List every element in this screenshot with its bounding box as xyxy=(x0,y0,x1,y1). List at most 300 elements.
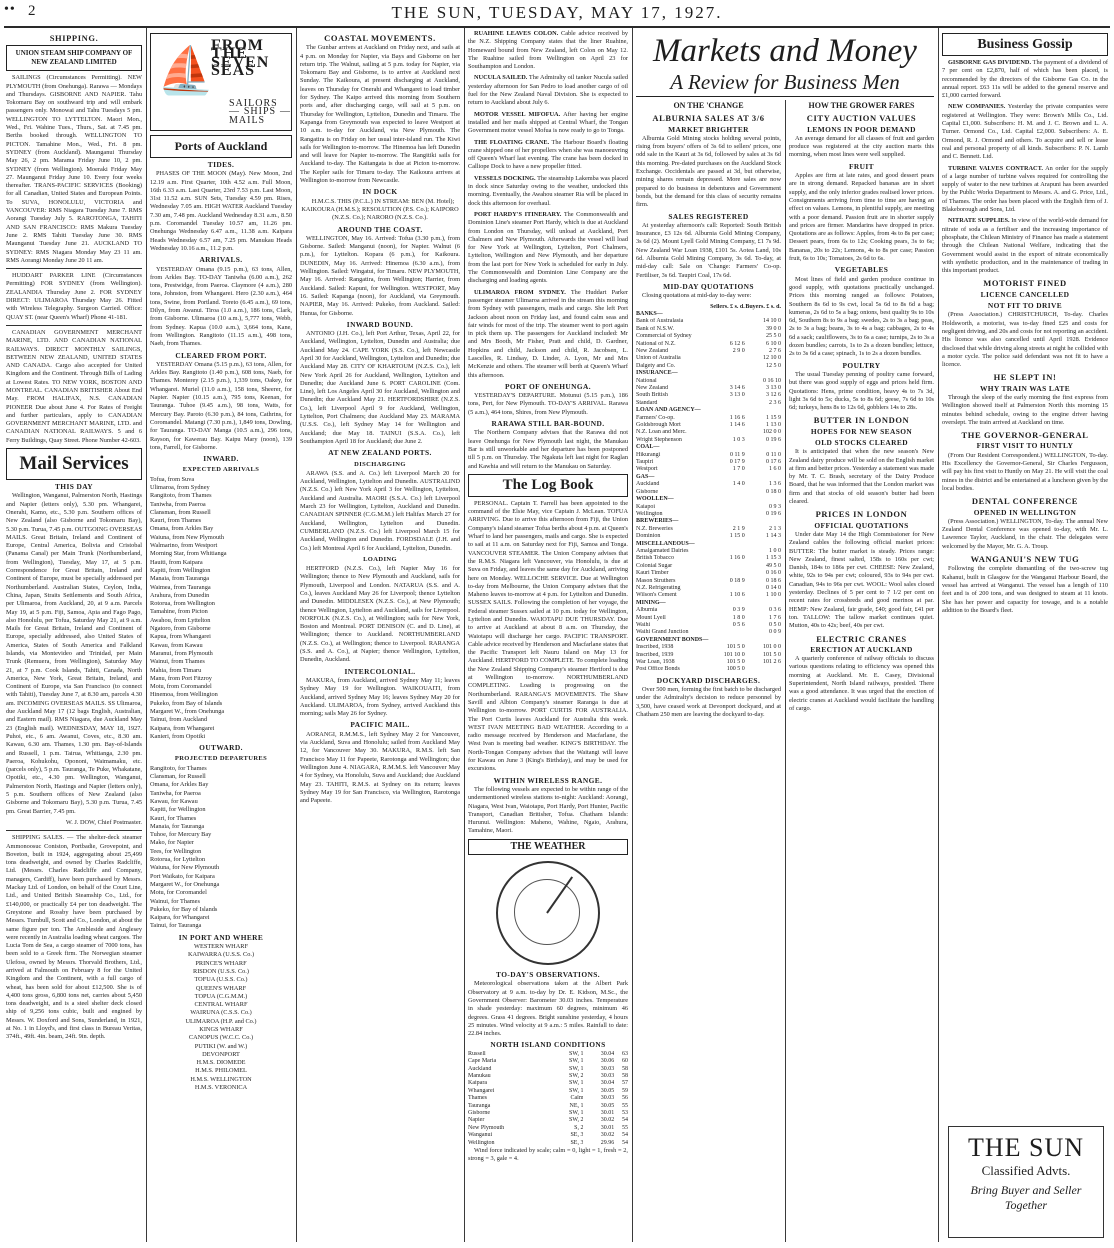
table-cell xyxy=(710,518,745,525)
table-cell xyxy=(710,444,745,451)
list-item: Omana, for Arkles Bay xyxy=(150,781,209,789)
table-cell: 1 10 6 xyxy=(729,592,745,599)
ulimaroa-heading: ULIMAROA FROM SYDNEY. xyxy=(474,288,566,296)
table-cell: Bank of N.S.W. xyxy=(636,325,674,332)
table-row xyxy=(636,341,781,348)
table-cell: SW, 1 xyxy=(569,1065,584,1072)
ruahine-body: Cable advice received by the N.Z. Shipping Company states that the liner Ruahine, Homeward bound from New Zealand, left Colon on May 12. The Ruahine sailed from Wellington on April 23 for Southampton and London. xyxy=(468,30,628,71)
list-item: Kapiti, from Wellington xyxy=(150,566,211,574)
list-item: WESTERN WHARF xyxy=(194,943,248,951)
table-row xyxy=(636,348,781,355)
table-row xyxy=(636,592,781,599)
table-cell xyxy=(745,407,781,414)
column-rule xyxy=(785,100,786,1242)
table-cell: 0 11 9 xyxy=(729,451,745,458)
table-cell: 30.02 xyxy=(600,1132,615,1139)
table-cell: National of N.Z. xyxy=(636,340,676,347)
rarawa-body: The Northern Company advises that the Rarawa did not leave Onehunga for New Plymouth last night, the Manukau Bar is still unworkable and her departure has been postponed till 5 p.m. on Thursday. The Ngakuta left last night for Raglan and Kawhia and will return to the Manukau on Saturday. xyxy=(468,429,628,470)
inward-bound-heading: INWARD BOUND. xyxy=(346,319,414,329)
table-cell: SW, 1 xyxy=(569,1058,584,1065)
list-item: Kapiti, for Wellington xyxy=(150,806,206,814)
table-cell: British Tobacco xyxy=(636,555,674,562)
markets-title: Markets and Money xyxy=(653,33,917,69)
alburnia-heading: ALBURNIA SALES AT 3/6 xyxy=(652,113,765,124)
masthead xyxy=(0,0,1114,26)
table-cell: 1 8 0 xyxy=(732,614,745,621)
table-header: Buyers. £ s. d. xyxy=(745,303,781,310)
table-cell xyxy=(710,311,745,318)
table-row xyxy=(468,1051,628,1058)
pacific-mail-body: AORANGI, R.M.M.S., left Sydney May 2 for Vancouver, via Auckland, Suva and Honolulu; sailed from Auckland May 12, for Vancouver May 30. MAKURA, R.M.S. left San Francisco May 11 for Papeete, Rarotonga and Wellington; due Wellington June 4. NIAGARA, R.M.M.S. left Vancouver May 4 for Sydney, via Honolulu, Suva and Auckland; due Auckland May 23. TAHITI, R.M.S. at Sydney on its return; leaves Sydney May 19 for San Francisco, via Wellington, Rarotonga and Papeete. xyxy=(300,730,460,805)
table-cell: N.Z. Loan and Merc. xyxy=(636,429,687,436)
table-cell: 30.05 xyxy=(600,1087,615,1094)
list-item: Kawau, from Kawau xyxy=(150,641,203,649)
postmaster-signature: W. J. DOW, Chief Postmaster. xyxy=(65,818,142,826)
sales-heading: SALES REGISTERED xyxy=(668,211,749,221)
butter-heading: BUTTER IN LONDON xyxy=(813,415,910,426)
quotations-table xyxy=(636,304,781,674)
london-prices-subheading: OFFICIAL QUOTATIONS xyxy=(814,520,909,530)
poultry-body: The usual Tuesday penning of poultry came forward, but there was good supply of eggs and prices held firm. Quotations: Hens, prime condition, heavy 4s to 7s 3d, light 3s 6d to 5s; ducks, 5s to 8s 6d; geese, 7s 6d to 10s 6d; turkeys, hens 8s to 12s 6d, gobblers 14s to 28s. xyxy=(789,370,934,412)
table-cell xyxy=(745,474,781,481)
table-cell: New Zealand xyxy=(636,347,669,354)
table-cell: 0 19 6 xyxy=(766,510,781,517)
table-cell: 30.04 xyxy=(600,1050,615,1057)
list-item: Motu, for Coromandel xyxy=(150,889,207,897)
projected-departures-list xyxy=(150,765,292,931)
list-item: Mahia, from Timaru xyxy=(150,666,202,674)
auction-heading: CITY AUCTION VALUES xyxy=(806,113,917,124)
table-row xyxy=(636,526,781,533)
table-cell xyxy=(745,600,781,607)
table-row xyxy=(636,652,781,659)
mofua-heading: MOTOR VESSEL MIFOFUA. xyxy=(474,110,561,118)
table-cell xyxy=(745,444,781,451)
table-cell: 55 xyxy=(622,1102,628,1109)
table-cell: 2 3 6 xyxy=(769,399,781,406)
table-cell: 1 6 0 xyxy=(769,466,781,473)
table-row xyxy=(468,1073,628,1080)
onehunga-heading: PORT OF ONEHUNGA. xyxy=(505,381,591,391)
table-cell: 0 3 9 xyxy=(732,607,745,614)
cranes-body: A quarterly conference of railway officials to discuss various questions relating to efficiency was opened this morning at Auckland. Mr. E. Casey, Divisional Superintendent, North Island railways, presided. There was a good attendance. It was urged that the erection of electric cranes at Auckland would facilitate the handling of cargo. xyxy=(789,655,934,712)
alburnia-body: Alburnia Gold Mining stocks holding several points, rising from buyers' offers of 3s 6d to sellers' prices, one odd sale in the Kauri at 3s 6d, followed by sales at 3s 6d this morning. Pre-dated purchases on the Auckland Stock Exchange. Occidentals are passed at 3d, but otherwise, mining shares remain depressed. More sales are now prepared to do business in debentures and Government bonds, but the demand for this class of security remains firm. xyxy=(636,134,781,209)
motorist-body: (Press Association.) CHRISTCHURCH, To-day. Charles Holdsworth, a motorist, was to-day fined £25 and costs for negligent driving, and 20s and costs for not reporting an accident. His licence was also cancelled until April 1928. Evidence disclosed that while driving along streets at night he collided with a motor cycle. The police said defendant was not fit to have a licence. xyxy=(942,311,1108,369)
wireless-body: The following vessels are expected to be within range of the undermentioned wireless stations to-night: Auckland: Aorangi, Niagara, West Ivan, Waiotapu, Port Hardy, Port Hunter, Pacific Transport, Canadian Britisher, Tofua. Chatham Islands: Hurunui. Wellington: Maheno, Wahine, Ngaio, Arahura, Tamahine, Maori. xyxy=(468,785,628,835)
table-cell: GAS— xyxy=(636,473,655,480)
table-cell: 2 1 3 xyxy=(769,525,781,532)
north-island-note: Wind force indicated by scale; calm = 0, light = 1, fresh = 2, strong = 3, gale = 4. xyxy=(468,1146,628,1163)
table-cell xyxy=(745,311,781,318)
table-cell: 55 xyxy=(622,1124,628,1131)
table-cell: 1 13 0 xyxy=(766,422,781,429)
table-row xyxy=(468,1132,628,1139)
list-item: Tuhoe, for Mercury Bay xyxy=(150,831,212,839)
table-row xyxy=(636,555,781,562)
sun-ad-title: THE SUN xyxy=(967,1133,1085,1162)
mail-services-heading: Mail Services xyxy=(6,448,142,480)
table-row xyxy=(636,659,781,666)
table-header xyxy=(636,304,710,311)
fruit-body: Apples are firm at late rates, and good dessert pears are in strong demand. Repacked bananas are in short supply, and the only inferior grades realised lower prices. Consignments arriving from time to time are having an effect on values. Lemons, in plentiful supply, are meeting with a poor demand. Passion fruit are in shorter supply and prices are firmer. Mandarins have dropped in price. Quotations are as follows: Apples, from 4s to 8s per case; Dessert pears, from 6s to 12s; Cooking pears, 3s to 6s; Bananas, 20s to 22s; Lemons, 4s to 8s per case; Passion fruit, 6s to 10s; Tomatoes, 2s 6d to 6s. xyxy=(789,172,934,263)
table-cell: GOVERNMENT BONDS— xyxy=(636,636,709,643)
table-cell: 30.01 xyxy=(600,1109,615,1116)
onehunga-body: YESTERDAY'S DEPARTURE. Motunui (5.15 p.m.), 186 tons, Pert, for New Plymouth. TO-DAY'S ARRIVAL. Rarawa (5 a.m.), 464 tons, Shires, from New Plymouth. xyxy=(468,392,628,416)
table-cell: BREWERIES— xyxy=(636,518,679,525)
table-cell: 12 10 0 xyxy=(763,355,781,362)
nitrate-heading: NITRATE SUPPLIES. xyxy=(948,217,1010,225)
table-row xyxy=(636,489,781,496)
table-row xyxy=(636,466,781,473)
table-cell: 0 18 6 xyxy=(766,577,781,584)
shipping-heading: SHIPPING. xyxy=(49,33,99,43)
table-cell: Russell xyxy=(468,1050,486,1057)
table-cell xyxy=(710,370,745,377)
table-row xyxy=(636,318,781,325)
table-cell: Dominion xyxy=(636,533,661,540)
table-cell xyxy=(710,489,745,496)
list-item: Pukeko, from Bay of Islands xyxy=(150,699,223,707)
column-rule xyxy=(632,28,633,1242)
ulimaroa-body: The Huddart Parker passenger steamer Ulimaroa arrived in the stream this morning from Sydney with passengers, mails and cargo. She left Port Jackson about noon on Friday last, and found calm seas and fair winds for most of the trip. The steamer went to port again in pick them up. The passengers for Auckland included: Mr and Mrs Booth, Mr Fisher, Pratt and child, D. Gardner, Hopkins and child, Jackson and child, R. Jacobsen, L. Lascelles, R. Lindsay, D. Linder, A. Lyon, Mr and Mrs McKenzie and others. The steamer will berth at Queen's Wharf this afternoon. xyxy=(468,288,628,379)
table-cell xyxy=(710,496,745,503)
table-row xyxy=(468,1058,628,1065)
table-cell: 1 10 0 xyxy=(766,592,781,599)
list-item: Kapua, from Whangarei xyxy=(150,633,211,641)
list-item: Kauri, from Thames xyxy=(150,517,202,525)
expected-arrivals-list xyxy=(150,476,292,742)
growers-heading: HOW THE GROWER FARES xyxy=(808,102,915,110)
table-cell: National xyxy=(636,377,657,384)
list-item: Kauri, for Thames xyxy=(150,814,197,822)
table-cell: S, 2 xyxy=(574,1124,584,1131)
wanganui-body: Following the complete dismantling of the two-screw tug Kahanui, built in Glasgow for the Wanganui Harbour Board, the vessel has arrived at Wanganui. The vessel has a length of 110 feet and is of 200 tons, and was designed to steam at 11 knots. She has her power and capacity for towage, and is a notable addition to the Board's fleet. xyxy=(942,565,1108,614)
inward-heading: INWARD. xyxy=(203,454,239,464)
table-cell: Kauri Timber xyxy=(636,570,669,577)
turbine-valves-body: An order for the supply of a large number of turbine valves required for controlling the supply of water to the new turbines at Arapuni has been awarded by the Public Works Department to Messrs. A. and G. Price, Ltd., of Thames. The order has been placed with the English firm of J. Blakeborough and Sons, Ltd. xyxy=(942,164,1108,214)
table-cell: SW, 1 xyxy=(569,1087,584,1094)
auction-body: An average demand for all classes of fruit and garden produce was registered at the city auction marts this morning, when most lines were well supplied. xyxy=(789,134,934,159)
table-cell: 54 xyxy=(622,1117,628,1124)
table-cell: SW, 2 xyxy=(569,1117,584,1124)
seven-seas-subtitle: SAILORS — SHIPS — MAILS xyxy=(229,98,291,126)
table-cell xyxy=(745,541,781,548)
table-cell: Gisborne xyxy=(636,488,658,495)
expected-arrivals-heading: EXPECTED ARRIVALS xyxy=(182,466,260,474)
table-cell: Cape Maria xyxy=(468,1058,497,1065)
table-cell: 0 0 9 xyxy=(769,629,781,636)
table-cell: Auckland xyxy=(636,481,660,488)
table-row xyxy=(636,563,781,570)
table-cell: 3 13 0 xyxy=(729,392,745,399)
table-cell: 29.96 xyxy=(600,1139,615,1146)
table-cell: 0 3 6 xyxy=(769,607,781,614)
list-item: Tainui, for Tauranga xyxy=(150,922,202,930)
table-row xyxy=(636,326,781,333)
list-item: Tainui, from Auckland xyxy=(150,716,208,724)
butter-subheading-2: OLD STOCKS CLEARED xyxy=(815,437,908,447)
table-row xyxy=(636,385,781,392)
table-cell xyxy=(710,637,745,644)
table-cell: 59 xyxy=(622,1087,628,1094)
table-cell: 101 5 0 xyxy=(726,644,745,651)
table-cell: Standard xyxy=(636,399,658,406)
dental-body: (Press Association.) WELLINGTON, To-day. The annual New Zealand Dental Conference was opened to-day, with Mr. L. Lawrence Taylor, Auckland, in the chair. The delegates were welcomed by the Mayor, Mr. G. A. Troup. xyxy=(942,517,1108,550)
outward-heading: OUTWARD. xyxy=(199,743,243,753)
list-item: Manu, from Port Fitzroy xyxy=(150,674,212,682)
table-cell: South British xyxy=(636,392,668,399)
table-cell: War Loan, 1938 xyxy=(636,659,675,666)
table-cell: 0 16 10 xyxy=(763,377,781,384)
table-cell: Tauranga xyxy=(468,1102,491,1109)
masthead-dots: •• xyxy=(4,2,16,17)
inward-bound-body: ANTONIO (J.H. Co.), left Port Arthur, Texas, April 22, for Auckland, Wellington, Lyttelton, Dunedin and Australia; due Auckland May 24. CAPE YORK (S.S. Co.), left Newcastle April 30 for Auckland, Wellington, Lyttelton and Dunedin; due Auckland May 28. CITY OF KHARTOUM (N.Z.S. Co.), left New York April 26 for Auckland, Wellington, Lyttelton and Dunedin; due Auckland June 6. PORT CAROLINE (Com. Line), left Los Angeles April 30 for Auckland, Wellington and Dunedin; due Auckland May 21. HERTFORDSHIRE (N.Z.S. Co.), left Liverpool April 9 for Auckland, Wellington, Lyttelton, Port Chalmers; due Auckland May 23. MARAMA (U.S.S. Co.), left Sydney May 14 for Wellington and Auckland; due May 18. TAINUI (S.S.A. Co.), left Southampton April 18 for Auckland; due June 2. xyxy=(300,330,460,445)
table-cell: Alburnia xyxy=(636,607,658,614)
butter-body: It is anticipated that when the new season's New Zealand dairy produce will be sold on the English market at firm and better prices. Yesterday a statement was made by Mr. T. C. Brash, secretary of the Dairy Produce Board, that he was informed that the London market was firm and that stocks of old season's butter had been cleared. xyxy=(789,448,934,506)
slept-subheading: WHY TRAIN WAS LATE xyxy=(979,383,1071,393)
table-cell xyxy=(710,600,745,607)
list-item: PUTIKI (W. and W.) xyxy=(194,1042,248,1050)
column-rule xyxy=(464,28,465,1242)
list-item: KAIWARRA (U.S.S. Co.) xyxy=(187,951,255,959)
table-cell: Thames xyxy=(468,1095,487,1102)
table-cell xyxy=(710,511,745,518)
london-prices-heading: PRICES IN LONDON xyxy=(815,509,908,520)
table-row xyxy=(636,504,781,511)
docking-body: The steamship Lakemba was placed in dock since Saturday owing to the weather, undocked this morning. Eventually, the Awahou steamer Ria will be placed in dock this afternoon for overhaul. xyxy=(468,174,628,207)
vegetables-body: Most lines of field and garden produce continue in good supply, with quotations practically unchanged. Prices this morning ranged as follows: Potatoes, Southern 8s 6d to 9s cwt, local 5s 6d to 8s 6d a bag; kumeras, 2s 6d to 5s a bag; onions, best quality 9s to 10s 6d, Southern 8s to 9s a bag; swedes, 2s to 3s a bag; peas, 2s to 3s a bag; beans, 3s to 4s a bag; cabbages, 2s to 4s 6d a sack; cauliflowers, 3s to 6s a case; turnips, 2s to 3s a dozen bundles; carrots, 1s to 2s a dozen bundles; lettuce, 2s to 3s 6d a case; spinach, 1s to 2s a dozen bundles. xyxy=(789,275,934,358)
table-row xyxy=(636,363,781,370)
union-company-name: UNION STEAM SHIP COMPANY OF NEW ZEALAND LIMITED xyxy=(6,45,142,71)
governor-subheading: FIRST VISIT TO HUNTLY xyxy=(976,441,1074,451)
floating-crane-body: The Harbour Board's floating crane shipped one of her propellers when she was manoeuvring off Queen's Wharf last evening. The crane has been docked in Calliope Dock to have a new propeller fitted. xyxy=(468,138,628,171)
table-cell xyxy=(745,637,781,644)
table-row xyxy=(636,629,781,636)
table-row xyxy=(636,392,781,399)
list-item: Kaipara, from Whangarei xyxy=(150,724,215,732)
table-cell: Goldsbrough Mort xyxy=(636,422,681,429)
turbine-valves-heading: TURBINE VALVES CONTRACT. xyxy=(948,164,1043,172)
new-companies-body: Yesterday the private companies were registered at Wellington. They were: Brown's Mills Co., Ltd. Capital £1,000. Subscribers: H. M. and J. C. Brown and L. A. Turner. Ormond Co., Ltd. Capital £2,000. Subscribers: A. E. Ormond, R. J. Ormond and others. To acquire and sell or lease real and personal property of all kinds. Subscribers: P. N. Lamb and C. Bennett. Ltd. xyxy=(942,103,1108,161)
huddart-parker-ad: HUDDART PARKER LINE (Circumstances Permitting) FOR SYDNEY (from Wellington). ZEALANDIA Thursday June 2. FOR SYDNEY DIRECT: ULIMAROA Thursday May 26. Fitted with Wireless Telegraphy. Surgeon Carried. Office: QUAY ST. (near Queen's Wharf) Phone 41-181. xyxy=(6,272,142,321)
table-cell: Hikurangi xyxy=(636,451,661,458)
table-row xyxy=(636,415,781,422)
table-cell xyxy=(710,333,745,340)
cleared-body: YESTERDAY Omana (5.15 p.m.), 63 tons, Allen, for Arkles Bay. Rangitoto (1.40 p.m.), 608 tons, Naeb, for Thames. Monterey (2.15 p.m.), 1,339 tons, Oakey, for Whangarei. Muriel (11.0 a.m.), 158 tons, Sheerer, for Napier. Napier (10.15 a.m.), 795 tons, Keenan, for Tauranga. Tuhoe (9.45 a.m.), 98 tons, Watts, for Mercury Bay. Paroto (6.30 p.m.), 84 tons, Cathrins, for Coromandel. Matangi (7.30 p.m.), 1,849 tons, Dowling, for Tauranga. TO-DAY Manga (10.5 a.m.), 296 tons, Rayson, for Kawerau Bay. Kaipu Mary (noon), 139 tons, Farrell, for Gisborne. xyxy=(150,360,292,451)
cleared-heading: CLEARED FROM PORT. xyxy=(175,350,267,360)
fruit-heading: FRUIT xyxy=(849,161,874,171)
list-item: Clansman, from Russell xyxy=(150,508,211,516)
list-item: Ngatoro, from Gisborne xyxy=(150,625,211,633)
table-cell: 101 0 0 xyxy=(763,644,781,651)
table-cell xyxy=(745,666,781,673)
list-item: Kawau, for Kawau xyxy=(150,797,198,805)
intercolonial-heading: INTERCOLONIAL. xyxy=(344,666,416,676)
table-cell: 1 14 3 xyxy=(766,533,781,540)
list-item: Arahura, from Dunedin xyxy=(150,591,210,599)
table-row xyxy=(636,600,781,607)
table-cell: 39 0 0 xyxy=(766,325,781,332)
rarawa-heading: RARAWA STILL BAR-BOUND. xyxy=(491,419,605,429)
table-cell: Kaiapoi xyxy=(636,503,655,510)
list-item: Maranui, from Plymouth xyxy=(150,649,213,657)
table-cell: Westport xyxy=(636,466,658,473)
table-row xyxy=(636,585,781,592)
nucula-heading: NUCULA SAILED. xyxy=(474,74,528,82)
ports-heading: Ports of Auckland xyxy=(150,135,292,158)
list-item: Taniwha, from Paeroa xyxy=(150,500,206,508)
dental-subheading: OPENED IN WELLINGTON xyxy=(973,507,1077,517)
governor-heading: THE GOVERNOR-GENERAL xyxy=(961,430,1089,441)
table-cell: Manukau xyxy=(468,1072,491,1079)
north-island-heading: NORTH ISLAND CONDITIONS xyxy=(490,1040,606,1050)
list-item: Waimea, from Tauranga xyxy=(150,583,211,591)
table-cell: 1 14 6 xyxy=(729,422,745,429)
table-cell xyxy=(710,429,745,436)
table-cell: Gisborne xyxy=(468,1109,490,1116)
list-item: Tees, for Wellington xyxy=(150,847,202,855)
list-item: Port Waikato, for Kaipara xyxy=(150,872,215,880)
table-cell: 12 5 0 xyxy=(766,362,781,369)
canadian-marine-ad: CANADIAN GOVERNMENT MERCHANT MARINE, LTD. AND CANADIAN NATIONAL RAILWAYS. DIRECT MONTHLY SAILINGS, BETWEEN NEW ZEALAND, UNITED STATES AND CANADA. Cargo also accepted for United Kingdom and the Continent. Through Bills of Lading at Lowest Rates. TO NEW YORK, BOSTON AND MONTREAL. CANADIAN BRITISHER About End May. FROM HALIFAX, N.S. CANADIAN PIONEER Due about June 4. For Rates of Freight and further particulars, apply to CANADIAN GOVERNMENT MERCHANT MARINE, LTD. and CANADIAN NATIONAL RAILWAYS. 5 and 6 Ferry Buildings, Quay Street. Phone Number 42-603. xyxy=(6,328,142,444)
list-item: ULIMAROA (H.P. and Co.) xyxy=(185,1017,257,1025)
seven-seas-banner xyxy=(150,33,292,131)
slept-body: Through the sleep of the early morning the first express from Wellington showed itself at Palmerston North this morning 15 minutes behind schedule, owing to the engine driver having overslept. The train arrived at Auckland on time. xyxy=(942,393,1108,426)
table-row xyxy=(636,311,781,318)
table-cell: 102 0 0 xyxy=(763,429,781,436)
table-cell: 63 xyxy=(622,1050,628,1057)
table-cell: 60 xyxy=(622,1058,628,1065)
governor-body: (From Our Resident Correspondent.) WELLINGTON, To-day. His Excellency the Governor-General, Sir Charles Fergusson, will pay his first visit to Huntly on May 21. He will visit the coal mines in the district and be entertained at a luncheon given by the local bodies. xyxy=(942,451,1108,492)
around-coast-body: WELLINGTON, May 16. Arrived: Tofua (3.30 p.m.), from Gisborne. Sailed: Manganui (noon), for Napier. Walnut (6 p.m.), for Lyttelton. Kopara (6 p.m.), for Kaikoura. DUNEDIN, May 16. Arrived: Hinemoa (6.30 a.m.), from Wellington. Sailed: Wingatui, for Timaru. NEW PLYMOUTH, May 16. Arrived: Rangatira, from Wellington; Harrier, from Auckland. Sailed: Kapuni, for Wellington. WESTPORT, May 16. Sailed: Kapanga (noon), for Auckland, via Greymouth. NAPIER, May 16. Arrived: Pukeko, from Auckland. Sailed: Hunua, for Gisborne. xyxy=(300,234,460,317)
intercolonial-body: MAKURA, from Auckland, arrived Sydney May 11; leaves Sydney May 19 for Wellington. WAIKOUAITI, from Auckland, arrived Sydney May 16; leaves Sydney May 20 for Auckland. ULIMAROA, from Sydney, arrived Auckland this morning; sails May 26 for Sydney. xyxy=(300,676,460,718)
list-item: WAIRUNA (C.S.S. Co.) xyxy=(190,1009,252,1017)
in-dock-heading: IN DOCK xyxy=(362,187,398,197)
list-item: Rangitoto, for Thames xyxy=(150,764,207,772)
list-item: Tofua, from Suva xyxy=(150,475,195,483)
table-cell: 58 xyxy=(622,1065,628,1072)
sun-ad-classified: Classified Advts. xyxy=(981,1163,1071,1178)
change-heading: ON THE 'CHANGE xyxy=(673,102,744,110)
table-cell: SW, 2 xyxy=(569,1072,584,1079)
table-row xyxy=(468,1088,628,1095)
table-cell: INSURANCE— xyxy=(636,370,678,377)
table-cell: N.Z. Breweries xyxy=(636,525,673,532)
table-row xyxy=(636,637,781,644)
table-row xyxy=(636,548,781,555)
poultry-heading: POULTRY xyxy=(842,360,881,370)
table-cell: Mason Struthers xyxy=(636,577,676,584)
table-cell xyxy=(745,518,781,525)
table-cell: Wanganui xyxy=(468,1132,493,1139)
table-cell: 1 7 0 xyxy=(732,466,745,473)
new-companies-heading: NEW COMPANIES. xyxy=(948,103,1006,111)
table-row xyxy=(468,1080,628,1087)
table-cell: Mount Lyell xyxy=(636,614,666,621)
table-cell: 30.01 xyxy=(600,1124,615,1131)
table-row xyxy=(468,1110,628,1117)
quotations-note: Closing quotations at mid-day to-day were: xyxy=(642,292,752,300)
table-cell xyxy=(710,474,745,481)
table-row xyxy=(636,644,781,651)
table-cell: 0 9 3 xyxy=(769,503,781,510)
table-cell: 6 12 6 xyxy=(729,340,745,347)
table-cell: New Zealand xyxy=(636,385,669,391)
table-cell: 2 1 9 xyxy=(732,525,745,532)
tides-heading: TIDES. xyxy=(207,160,235,169)
table-cell: WOOLLEN— xyxy=(636,496,674,503)
table-cell: 0 17 9 xyxy=(729,459,745,466)
port-hardy-heading: PORT HARDY'S ITINERARY. xyxy=(474,210,562,218)
table-cell: 30.04 xyxy=(600,1080,615,1087)
column-rule xyxy=(296,28,297,1242)
table-cell: SE, 3 xyxy=(570,1132,584,1139)
list-item: Wainui, from Thames xyxy=(150,658,205,666)
table-cell: 54 xyxy=(622,1132,628,1139)
in-port-heading: IN PORT AND WHERE xyxy=(178,932,264,942)
dental-heading: DENTAL CONFERENCE xyxy=(971,496,1079,507)
motorist-subheading-2: NOT FIT TO DRIVE xyxy=(987,301,1063,311)
list-item: PRINCE'S WHARF xyxy=(195,959,247,967)
table-cell xyxy=(745,370,781,377)
table-row xyxy=(636,481,781,488)
table-cell: Taupiri xyxy=(636,459,654,466)
wanganui-heading: WANGANUI'S NEW TUG xyxy=(970,554,1080,565)
gisborne-gas-body: The payment of a dividend of 7 per cent on £2,870, half of which has been placed, is recommended by the directors of the Gisborne Gas Co. in the annual report. £63 11s will be added to the general reserve and £1,000 carried forward. xyxy=(942,59,1108,100)
table-cell xyxy=(710,400,745,407)
table-cell: 1 4 0 xyxy=(732,481,745,488)
list-item: Rangitoto, from Thames xyxy=(150,492,212,500)
observations-heading: TO-DAY'S OBSERVATIONS. xyxy=(496,970,600,980)
projected-departures-heading: PROJECTED DEPARTURES xyxy=(174,755,268,763)
table-row xyxy=(636,474,781,481)
table-cell: 3 14 6 xyxy=(729,385,745,391)
table-cell: 57 xyxy=(622,1080,628,1087)
table-cell: 0 17 6 xyxy=(766,459,781,466)
table-cell xyxy=(710,541,745,548)
mofua-body: After having her engine installed and her mails shipped at Central Wharf, the Tongan Government motor vessel Mofua is now ready to go to Tonga. xyxy=(468,110,628,135)
list-item: QUEEN'S WHARF xyxy=(195,984,247,992)
table-cell: 54 xyxy=(622,1139,628,1146)
table-cell: 0 5 6 xyxy=(732,622,745,628)
table-cell: 1 0 0 xyxy=(769,547,781,554)
table-cell xyxy=(710,629,745,636)
table-row xyxy=(636,400,781,407)
list-item: Pukeko, for Bay of Islands xyxy=(150,905,218,913)
table-cell: BANKS— xyxy=(636,310,663,317)
table-row xyxy=(468,1140,628,1147)
table-cell: 49 5 0 xyxy=(766,562,781,569)
motorist-heading: MOTORIST FINED xyxy=(983,278,1067,289)
list-item: Kaipara, for Whangarei xyxy=(150,914,210,922)
list-item: Ulimaroa, from Sydney xyxy=(150,483,210,491)
table-cell: 14 10 0 xyxy=(763,318,781,325)
table-cell: Waihi Grand Junction xyxy=(636,629,689,636)
list-item: Manaia, from Tauranga xyxy=(150,575,210,583)
arrivals-body: YESTERDAY Omana (9.15 p.m.), 63 tons, Allen, from Arkles Bay. TO-DAY Taniwha (6.00 a.m.), 262 tons, Prestwidge, from Paeroa. Claymore (4 a.m.), 280 tons, Johnston, from Whangarei. Hero (2.30 a.m.), 464 tons, Swine, from Portland. Toreto (6.45 a.m.), 69 tons, Dilyn, from Awanui. Tiroa (1.0 a.m.), 186 tons, Clark, from Gisborne. Ulimaroa (10 a.m.), 5,777 tons, Webb, from Sydney. Kapua (10.0 a.m.), 3,664 tons, Kane, from Wellington. Rangitoto (11.15 a.m.), 498 tons, Naeb, from Thames. xyxy=(150,265,292,348)
list-item: Margaret W., for Onehunga xyxy=(150,880,220,888)
masthead-rule xyxy=(4,26,1110,28)
table-cell: 101 5 0 xyxy=(763,651,781,658)
log-book-body: PERSONAL. Captain T. Farrell has been appointed to the command of the Elsie May, vice Captain J. McLean. TOFUA ARRIVING. Due to arrive this afternoon from Fiji, the Union Company's island steamer Tofua berths about 4 p.m. at Queen's Wharf to land her passengers, mails and cargo. She is expected to sail at 11 a.m. on Saturday next for Fiji, Samoa and Tonga. VANCOUVER STEAMER. The Union Company advises that the R.M.S. Niagara left Vancouver, via Honolulu, is due at Suva on Friday, and leaves the same day for Auckland, arriving here on Monday. WELLOCHE SERVICE. Due at Wellington to-day from Melbourne, the Union Company advises that the Maheno leaves to-morrow at 4 p.m. for Lyttelton and Dunedin. SUSSEX SAILS. Following the completion of her voyage, the Federal steamer Sussex sailed at 10 p.m. today for Wellington, Lyttelton and Dunedin. WAIOTAPU DUE THURSDAY. Due to arrive at Auckland at about 8 a.m. on Thursday, the Waiotapu will discharge her cargo. PACIFIC TRANSPORT. Cable advice received by Henderson and Macfarlane states that the Pacific Transport left Nauru Island on May 13 for Auckland. HERTFORD TO COMPLETE. To complete loading the New Zealand Shipping Company's steamer Hertford is due at Wellington to-morrow. NORTHUMBERLAND COMPLETING. Loading is progressing on the Northumberland. RARANGA'S MOVEMENTS. The Shaw Savill and Albion Company's steamer Raranga is due at Wellington to-morrow. PORT CURTIS FOR AUSTRALIA. The Port Curtis leaves Auckland for Australia this week. WEST IVAN MEETING BAD WEATHER. According to a radio message received by Henderson and Macfarlane, the West Ivan is meeting bad weather. KING'S BIRTHDAY. The North-Tongan Company advises that the Waitangi will leave for Kawau on June 3 (King's Birthday), and may be used for excursions. xyxy=(468,499,628,773)
gisborne-gas-heading: GISBORNE GAS DIVIDEND. xyxy=(948,59,1032,66)
table-cell: COAL— xyxy=(636,444,660,451)
coastal-column xyxy=(300,30,460,1242)
table-cell: Commercial of Sydney xyxy=(636,333,692,340)
around-coast-heading: AROUND THE COAST. xyxy=(337,224,423,234)
arrivals-heading: ARRIVALS. xyxy=(199,255,243,265)
list-item: Hinemoa, from Wellington xyxy=(150,691,218,699)
